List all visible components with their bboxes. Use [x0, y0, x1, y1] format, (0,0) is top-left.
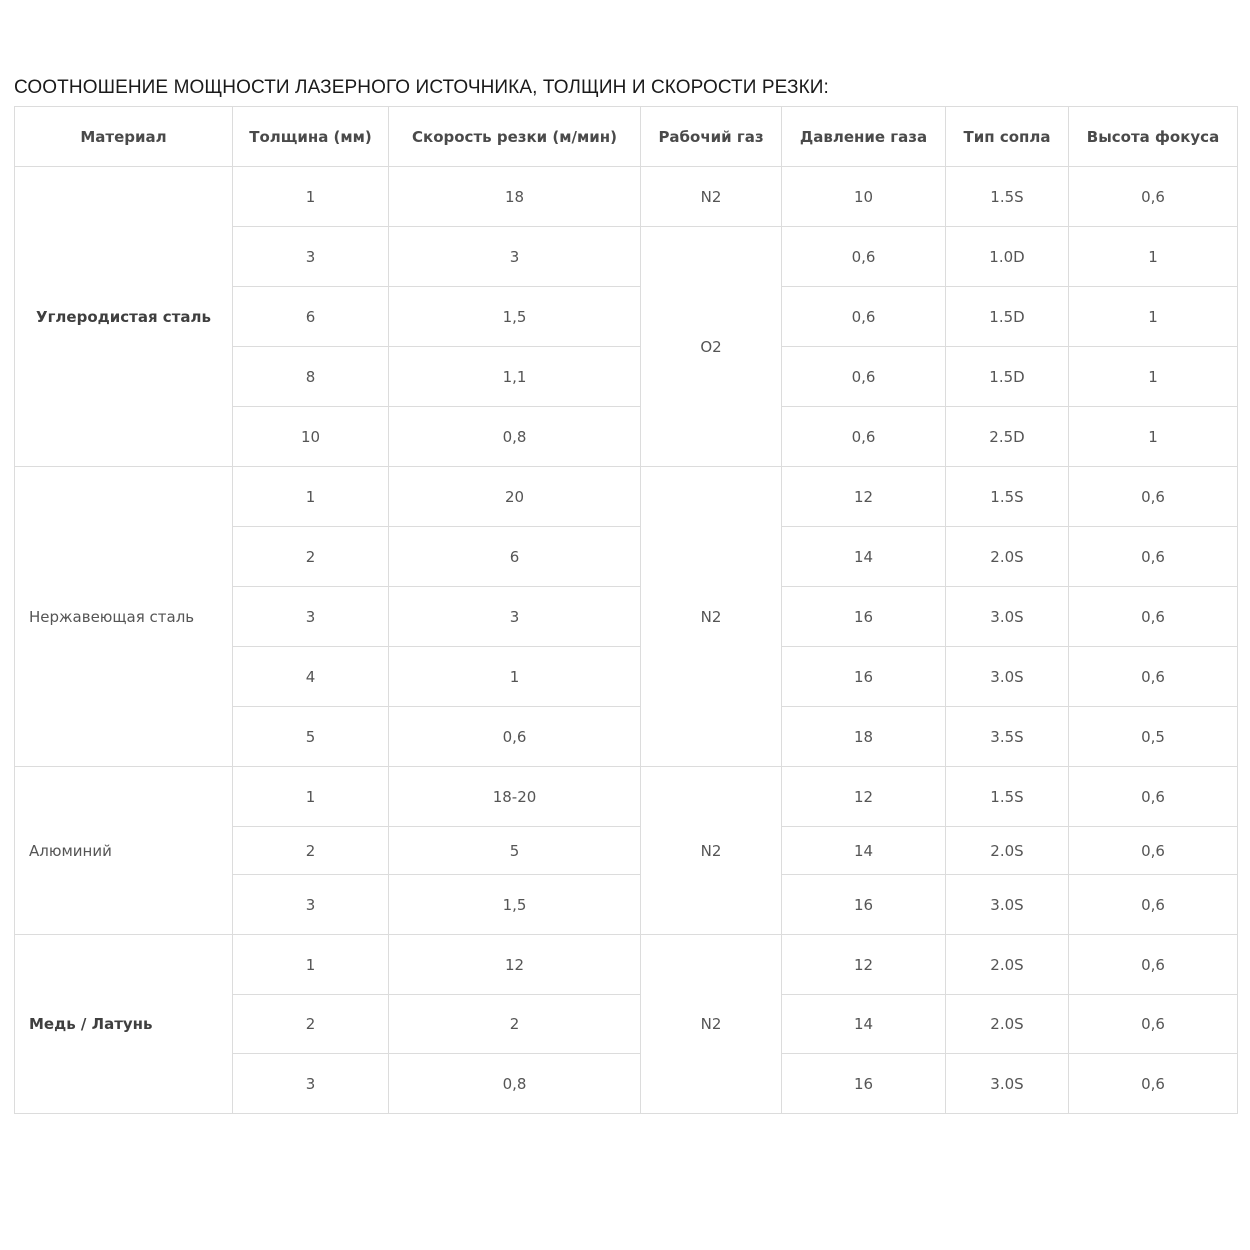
speed-cell: 12 [389, 935, 641, 995]
thickness-cell: 5 [233, 707, 389, 767]
nozzle-cell: 1.5D [946, 347, 1069, 407]
thickness-cell: 1 [233, 767, 389, 827]
focus-cell: 0,6 [1069, 167, 1238, 227]
thickness-cell: 3 [233, 227, 389, 287]
pressure-cell: 10 [782, 167, 946, 227]
pressure-cell: 12 [782, 935, 946, 995]
speed-cell: 6 [389, 527, 641, 587]
focus-cell: 0,6 [1069, 467, 1238, 527]
focus-cell: 0,6 [1069, 1054, 1238, 1114]
focus-cell: 0,6 [1069, 875, 1238, 935]
gas-cell: N2 [641, 467, 782, 767]
pressure-cell: 12 [782, 467, 946, 527]
nozzle-cell: 1.5S [946, 767, 1069, 827]
focus-cell: 0,6 [1069, 827, 1238, 875]
speed-cell: 0,8 [389, 1054, 641, 1114]
focus-cell: 1 [1069, 287, 1238, 347]
nozzle-cell: 3.0S [946, 587, 1069, 647]
focus-cell: 0,6 [1069, 647, 1238, 707]
gas-cell: O2 [641, 227, 782, 467]
pressure-cell: 16 [782, 647, 946, 707]
thickness-cell: 3 [233, 1054, 389, 1114]
table-row [15, 935, 1238, 995]
table-row [15, 167, 1238, 227]
thickness-cell: 2 [233, 827, 389, 875]
nozzle-cell: 2.0S [946, 827, 1069, 875]
pressure-cell: 14 [782, 995, 946, 1054]
pressure-cell: 14 [782, 827, 946, 875]
thickness-cell: 1 [233, 167, 389, 227]
cutting-parameters-table [14, 106, 1238, 1114]
nozzle-cell: 2.0S [946, 995, 1069, 1054]
pressure-cell: 18 [782, 707, 946, 767]
speed-cell: 5 [389, 827, 641, 875]
thickness-cell: 8 [233, 347, 389, 407]
speed-cell: 1,5 [389, 875, 641, 935]
gas-cell: N2 [641, 767, 782, 935]
speed-cell: 3 [389, 227, 641, 287]
focus-cell: 1 [1069, 347, 1238, 407]
pressure-cell: 16 [782, 875, 946, 935]
focus-cell: 1 [1069, 407, 1238, 467]
nozzle-cell: 1.5S [946, 167, 1069, 227]
speed-cell: 18 [389, 167, 641, 227]
nozzle-cell: 1.5S [946, 467, 1069, 527]
gas-cell: N2 [641, 935, 782, 1114]
focus-cell: 0,6 [1069, 995, 1238, 1054]
speed-cell: 0,6 [389, 707, 641, 767]
pressure-cell: 16 [782, 1054, 946, 1114]
speed-cell: 3 [389, 587, 641, 647]
focus-cell: 0,5 [1069, 707, 1238, 767]
thickness-cell: 3 [233, 587, 389, 647]
pressure-cell: 0,6 [782, 227, 946, 287]
thickness-cell: 1 [233, 935, 389, 995]
header-nozzle: Тип сопла [946, 107, 1069, 167]
nozzle-cell: 1.0D [946, 227, 1069, 287]
thickness-cell: 4 [233, 647, 389, 707]
pressure-cell: 16 [782, 587, 946, 647]
speed-cell: 20 [389, 467, 641, 527]
table-row [15, 767, 1238, 827]
header-thickness: Толщина (мм) [233, 107, 389, 167]
nozzle-cell: 3.0S [946, 647, 1069, 707]
material-cell: Нержавеющая сталь [15, 467, 233, 767]
pressure-cell: 0,6 [782, 347, 946, 407]
thickness-cell: 10 [233, 407, 389, 467]
speed-cell: 0,8 [389, 407, 641, 467]
pressure-cell: 12 [782, 767, 946, 827]
material-cell: Алюминий [15, 767, 233, 935]
header-material: Материал [15, 107, 233, 167]
header-focus: Высота фокуса [1069, 107, 1238, 167]
focus-cell: 1 [1069, 227, 1238, 287]
gas-cell: N2 [641, 167, 782, 227]
nozzle-cell: 2.0S [946, 527, 1069, 587]
pressure-cell: 14 [782, 527, 946, 587]
speed-cell: 1,1 [389, 347, 641, 407]
material-cell: Углеродистая сталь [15, 167, 233, 467]
nozzle-cell: 2.0S [946, 935, 1069, 995]
nozzle-cell: 3.5S [946, 707, 1069, 767]
pressure-cell: 0,6 [782, 287, 946, 347]
table-header-row [15, 107, 1238, 167]
focus-cell: 0,6 [1069, 527, 1238, 587]
thickness-cell: 6 [233, 287, 389, 347]
nozzle-cell: 3.0S [946, 1054, 1069, 1114]
focus-cell: 0,6 [1069, 935, 1238, 995]
header-speed: Скорость резки (м/мин) [389, 107, 641, 167]
thickness-cell: 2 [233, 527, 389, 587]
thickness-cell: 3 [233, 875, 389, 935]
speed-cell: 1 [389, 647, 641, 707]
pressure-cell: 0,6 [782, 407, 946, 467]
nozzle-cell: 1.5D [946, 287, 1069, 347]
focus-cell: 0,6 [1069, 767, 1238, 827]
nozzle-cell: 2.5D [946, 407, 1069, 467]
speed-cell: 2 [389, 995, 641, 1054]
page-title: СООТНОШЕНИЕ МОЩНОСТИ ЛАЗЕРНОГО ИСТОЧНИКА, ТОЛЩИН И СКОРОСТИ РЕЗКИ: [14, 77, 829, 98]
table-row [15, 467, 1238, 527]
header-pressure: Давление газа [782, 107, 946, 167]
thickness-cell: 1 [233, 467, 389, 527]
nozzle-cell: 3.0S [946, 875, 1069, 935]
speed-cell: 18-20 [389, 767, 641, 827]
thickness-cell: 2 [233, 995, 389, 1054]
focus-cell: 0,6 [1069, 587, 1238, 647]
header-gas: Рабочий газ [641, 107, 782, 167]
speed-cell: 1,5 [389, 287, 641, 347]
material-cell: Медь / Латунь [15, 935, 233, 1114]
